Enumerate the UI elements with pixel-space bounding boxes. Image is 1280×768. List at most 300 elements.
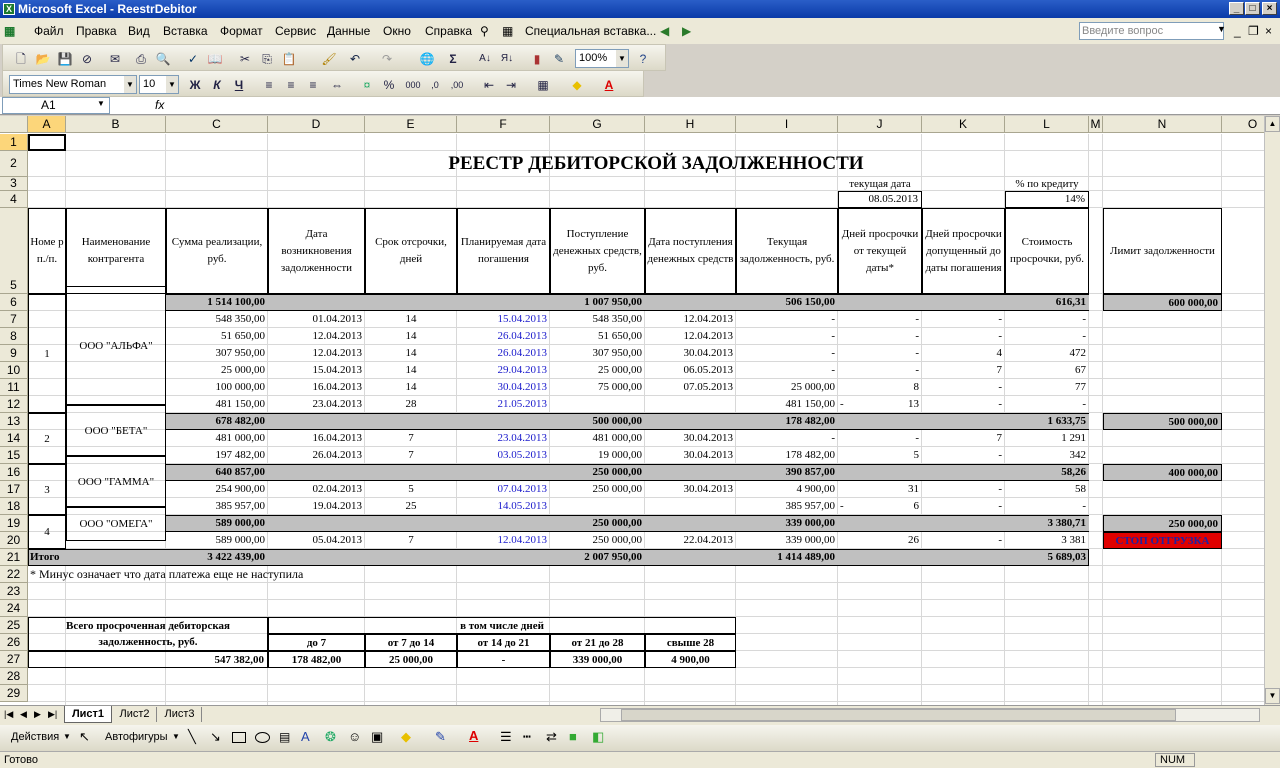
detail-debt-date[interactable]: 23.04.2013 xyxy=(312,398,362,410)
detail-received-date[interactable]: 22.04.2013 xyxy=(683,534,733,546)
detail-sales[interactable]: 589 000,00 xyxy=(215,534,265,546)
row-header-4[interactable]: 4 xyxy=(0,191,28,208)
row-header-26[interactable]: 26 xyxy=(0,634,28,651)
column-header-m[interactable]: M xyxy=(1089,116,1103,133)
detail-sales[interactable]: 100 000,00 xyxy=(215,381,265,393)
forward-arrow-icon[interactable]: ▶ xyxy=(682,24,692,38)
group-sum-sales[interactable]: 589 000,00 xyxy=(215,517,265,529)
bucket-label[interactable]: до 7 xyxy=(268,634,365,651)
footnote[interactable]: * Минус означает что дата платежа еще не наступила xyxy=(30,567,304,581)
cut-icon[interactable]: ✂ xyxy=(239,52,251,66)
row-header-2[interactable]: 2 xyxy=(0,151,28,177)
row-header-3[interactable]: 3 xyxy=(0,177,28,191)
header-j[interactable]: Дней просрочки от текущей даты* xyxy=(838,208,922,294)
header-a[interactable]: Номе р п./п. xyxy=(28,208,66,294)
row-header-19[interactable]: 19 xyxy=(0,515,28,532)
detail-received[interactable] xyxy=(550,396,645,413)
chevron-down-icon[interactable]: ▼ xyxy=(63,732,71,741)
detail-planned-date[interactable]: 14.05.2013 xyxy=(497,500,547,512)
detail-current-debt[interactable]: 385 957,00 xyxy=(785,500,835,512)
detail-sales[interactable]: 197 482,00 xyxy=(215,449,265,461)
total-sales[interactable]: 3 422 439,00 xyxy=(207,551,265,563)
header-b[interactable]: Наименование контрагента xyxy=(66,208,166,294)
bucket-value[interactable]: 25 000,00 xyxy=(365,651,457,668)
detail-overdue-current[interactable]: 8 xyxy=(913,381,919,393)
tab-sheet1[interactable]: Лист1 xyxy=(64,706,112,723)
detail-overdue-planned[interactable]: - xyxy=(998,534,1002,546)
group-name[interactable]: ООО "БЕТА" xyxy=(66,405,166,456)
3d-icon[interactable]: ◧ xyxy=(592,729,605,744)
diagram-icon[interactable]: ❂ xyxy=(325,729,336,744)
row-header-17[interactable]: 17 xyxy=(0,481,28,498)
group-sum-received[interactable]: 500 000,00 xyxy=(592,415,642,427)
detail-penalty[interactable]: - xyxy=(1082,313,1086,325)
align-left-icon[interactable]: ≡ xyxy=(265,78,273,92)
bucket-label[interactable]: от 14 до 21 xyxy=(457,634,550,651)
group-sum-sales[interactable]: 678 482,00 xyxy=(215,415,265,427)
align-right-icon[interactable]: ≡ xyxy=(309,78,317,92)
autoshapes-menu[interactable]: Автофигуры xyxy=(105,731,168,743)
detail-received[interactable]: 481 000,00 xyxy=(592,432,642,444)
sort-asc-icon[interactable]: A↓ xyxy=(479,53,491,64)
chevron-down-icon[interactable]: ▼ xyxy=(172,732,180,741)
header-h[interactable]: Дата поступления денежных средств xyxy=(645,208,736,294)
line-color-icon[interactable]: ✎ xyxy=(435,729,446,744)
font-color-icon[interactable]: A xyxy=(469,728,479,743)
row-header-13[interactable]: 13 xyxy=(0,413,28,430)
detail-deferral[interactable]: 14 xyxy=(405,313,417,325)
detail-debt-date[interactable]: 01.04.2013 xyxy=(312,313,362,325)
menu-view[interactable]: Вид xyxy=(128,24,150,38)
detail-overdue-planned[interactable]: - xyxy=(998,381,1002,393)
menu-insert[interactable]: Вставка xyxy=(163,24,208,38)
ask-question-input[interactable]: Введите вопрос xyxy=(1079,22,1224,40)
new-icon[interactable]: 🗋 xyxy=(16,52,26,66)
detail-debt-date[interactable]: 19.04.2013 xyxy=(312,500,362,512)
detail-penalty[interactable]: 342 xyxy=(1069,449,1086,461)
detail-penalty[interactable]: 1 291 xyxy=(1061,432,1086,444)
scroll-up-icon[interactable]: ▲ xyxy=(1265,116,1280,132)
row-header-6[interactable]: 6 xyxy=(0,294,28,311)
detail-received[interactable]: 75 000,00 xyxy=(598,381,642,393)
copy-icon[interactable]: ⎘ xyxy=(262,52,272,66)
row-header-23[interactable]: 23 xyxy=(0,583,28,600)
grid-icon[interactable]: ▦ xyxy=(502,24,514,38)
detail-current-debt[interactable]: - xyxy=(831,313,835,325)
detail-received-date[interactable]: 30.04.2013 xyxy=(683,347,733,359)
detail-planned-date[interactable]: 26.04.2013 xyxy=(497,347,547,359)
print-preview-icon[interactable]: 🔍 xyxy=(155,52,171,66)
bucket-value[interactable]: 339 000,00 xyxy=(550,651,645,668)
underline-button[interactable]: Ч xyxy=(234,78,244,92)
horizontal-scrollbar[interactable] xyxy=(600,708,1260,722)
print-icon[interactable]: ⎙ xyxy=(136,52,146,66)
total-debt[interactable]: 1 414 489,00 xyxy=(777,551,835,563)
maximize-button[interactable]: □ xyxy=(1245,2,1260,15)
detail-penalty[interactable]: - xyxy=(1082,330,1086,342)
detail-overdue-planned[interactable]: - xyxy=(998,330,1002,342)
detail-deferral[interactable]: 25 xyxy=(405,500,417,512)
detail-penalty[interactable]: - xyxy=(1082,398,1086,410)
column-header-j[interactable]: J xyxy=(838,116,922,133)
column-header-c[interactable]: C xyxy=(166,116,268,133)
detail-received[interactable]: 19 000,00 xyxy=(598,449,642,461)
clipart-icon[interactable]: ☺ xyxy=(348,729,362,744)
currency-icon[interactable]: ¤ xyxy=(363,78,371,92)
detail-penalty[interactable]: 77 xyxy=(1075,381,1086,393)
column-header-d[interactable]: D xyxy=(268,116,365,133)
detail-sales[interactable]: 25 000,00 xyxy=(221,364,265,376)
open-icon[interactable]: 📂 xyxy=(35,52,51,66)
detail-current-debt[interactable]: - xyxy=(831,347,835,359)
menu-tools[interactable]: Сервис xyxy=(275,24,317,38)
dash-style-icon[interactable]: ┅ xyxy=(523,729,531,744)
decrease-indent-icon[interactable]: ⇤ xyxy=(483,78,495,92)
detail-overdue-current[interactable]: 13 xyxy=(908,398,919,410)
spelling-icon[interactable]: ✓ xyxy=(187,52,199,66)
detail-deferral[interactable]: 14 xyxy=(405,381,417,393)
font-size-select[interactable] xyxy=(139,75,179,94)
detail-planned-date[interactable]: 29.04.2013 xyxy=(497,364,547,376)
row-header-21[interactable]: 21 xyxy=(0,549,28,566)
menu-format[interactable]: Формат xyxy=(220,24,263,38)
column-header-b[interactable]: B xyxy=(66,116,166,133)
paste-icon[interactable]: 📋 xyxy=(281,52,297,66)
detail-minus-sign[interactable]: - xyxy=(840,398,844,410)
detail-overdue-planned[interactable]: - xyxy=(998,483,1002,495)
scroll-thumb[interactable] xyxy=(621,709,1176,721)
including-days-label[interactable]: в том числе дней xyxy=(268,617,736,634)
detail-received[interactable]: 548 350,00 xyxy=(592,313,642,325)
borders-icon[interactable]: ▦ xyxy=(537,78,549,92)
close-button[interactable]: × xyxy=(1262,2,1277,15)
column-header-h[interactable]: H xyxy=(645,116,736,133)
bold-button[interactable]: Ж xyxy=(189,78,201,92)
total-penalty[interactable]: 5 689,03 xyxy=(1047,551,1086,563)
column-header-a[interactable]: A xyxy=(28,116,66,133)
group-limit[interactable]: 400 000,00 xyxy=(1103,464,1222,481)
header-n[interactable]: Лимит задолженности xyxy=(1103,208,1222,294)
group-sum-sales[interactable]: 640 857,00 xyxy=(215,466,265,478)
row-header-14[interactable]: 14 xyxy=(0,430,28,447)
detail-planned-date[interactable]: 26.04.2013 xyxy=(497,330,547,342)
row-header-8[interactable]: 8 xyxy=(0,328,28,345)
detail-received[interactable]: 25 000,00 xyxy=(598,364,642,376)
totals-label[interactable]: Итого xyxy=(30,551,60,563)
increase-decimal-icon[interactable]: ,0 xyxy=(431,80,439,90)
detail-received-date[interactable] xyxy=(645,498,736,515)
group-name[interactable]: ООО "ОМЕГА" xyxy=(66,507,166,541)
header-k[interactable]: Дней просрочки допущенный до даты погашения xyxy=(922,208,1005,294)
group-sum-penalty[interactable]: 1 633,75 xyxy=(1047,415,1086,427)
detail-penalty[interactable]: - xyxy=(1082,500,1086,512)
current-date-value[interactable]: 08.05.2013 xyxy=(838,191,922,208)
bucket-label[interactable]: от 21 до 28 xyxy=(550,634,645,651)
row-header-7[interactable]: 7 xyxy=(0,311,28,328)
header-i[interactable]: Текущая задолженность, руб. xyxy=(736,208,838,294)
detail-sales[interactable]: 481 150,00 xyxy=(215,398,265,410)
italic-button[interactable]: К xyxy=(213,78,221,92)
decrease-decimal-icon[interactable]: ,00 xyxy=(450,80,464,90)
detail-overdue-current[interactable]: - xyxy=(915,364,919,376)
wordart-icon[interactable]: A xyxy=(301,729,310,744)
detail-received[interactable]: 250 000,00 xyxy=(592,534,642,546)
header-l[interactable]: Стоимость просрочки, руб. xyxy=(1005,208,1089,294)
detail-overdue-current[interactable]: - xyxy=(915,330,919,342)
detail-overdue-current[interactable]: - xyxy=(915,313,919,325)
total-received[interactable]: 2 007 950,00 xyxy=(584,551,642,563)
select-all-corner[interactable] xyxy=(0,116,28,133)
rectangle-icon[interactable] xyxy=(232,732,246,743)
detail-overdue-current[interactable]: 26 xyxy=(908,534,919,546)
detail-debt-date[interactable]: 26.04.2013 xyxy=(312,449,362,461)
detail-sales[interactable]: 51 650,00 xyxy=(221,330,265,342)
group-limit[interactable]: 500 000,00 xyxy=(1103,413,1222,430)
menu-edit[interactable]: Правка xyxy=(76,24,117,38)
column-header-n[interactable]: N xyxy=(1103,116,1222,133)
group-number[interactable]: 4 xyxy=(28,515,66,549)
detail-current-debt[interactable]: 481 150,00 xyxy=(785,398,835,410)
vertical-scrollbar[interactable] xyxy=(1264,116,1280,705)
group-sum-debt[interactable]: 390 857,00 xyxy=(785,466,835,478)
minimize-button[interactable]: _ xyxy=(1229,2,1244,15)
detail-sales[interactable]: 481 000,00 xyxy=(215,432,265,444)
row-header-24[interactable]: 24 xyxy=(0,600,28,617)
group-number[interactable]: 3 xyxy=(28,464,66,515)
menu-file[interactable]: Файл xyxy=(34,24,64,38)
arrow-style-icon[interactable]: ⇄ xyxy=(546,729,557,744)
research-icon[interactable]: 📖 xyxy=(207,52,223,66)
tab-sheet2[interactable]: Лист2 xyxy=(113,707,157,722)
detail-minus-sign[interactable]: - xyxy=(840,500,844,512)
fill-color-icon[interactable]: ◆ xyxy=(401,729,411,744)
hyperlink-icon[interactable]: 🌐 xyxy=(419,52,435,66)
group-sum-sales[interactable]: 1 514 100,00 xyxy=(207,296,265,308)
detail-overdue-current[interactable]: - xyxy=(915,432,919,444)
column-header-o[interactable]: O xyxy=(1222,116,1264,133)
row-header-28[interactable]: 28 xyxy=(0,668,28,685)
credit-label[interactable]: % по кредиту xyxy=(1015,178,1079,190)
detail-overdue-planned[interactable]: - xyxy=(998,449,1002,461)
current-date-label[interactable]: текущая дата xyxy=(849,178,911,190)
detail-current-debt[interactable]: 178 482,00 xyxy=(785,449,835,461)
group-number[interactable]: 2 xyxy=(28,413,66,464)
bucket-label[interactable]: от 7 до 14 xyxy=(365,634,457,651)
detail-planned-date[interactable]: 21.05.2013 xyxy=(497,398,547,410)
back-arrow-icon[interactable]: ◀ xyxy=(660,24,670,38)
row-header-20[interactable]: 20 xyxy=(0,532,28,549)
group-sum-debt[interactable]: 339 000,00 xyxy=(785,517,835,529)
detail-received-date[interactable]: 06.05.2013 xyxy=(683,364,733,376)
menu-window[interactable]: Окно xyxy=(383,24,411,38)
group-sum-penalty[interactable]: 616,31 xyxy=(1055,296,1086,308)
overdue-total-label[interactable]: Всего просроченная дебиторская задолженность, руб. xyxy=(28,617,268,651)
detail-penalty[interactable]: 472 xyxy=(1069,347,1086,359)
row-header-15[interactable]: 15 xyxy=(0,447,28,464)
bucket-value[interactable]: 178 482,00 xyxy=(268,651,365,668)
drawing-icon[interactable]: ✎ xyxy=(553,52,565,66)
detail-deferral[interactable]: 7 xyxy=(408,432,414,444)
detail-penalty[interactable]: 3 381 xyxy=(1061,534,1086,546)
row-header-22[interactable]: 22 xyxy=(0,566,28,583)
increase-indent-icon[interactable]: ⇥ xyxy=(505,78,517,92)
oval-icon[interactable] xyxy=(255,732,270,743)
detail-planned-date[interactable]: 03.05.2013 xyxy=(497,449,547,461)
detail-overdue-current[interactable]: 5 xyxy=(913,449,919,461)
format-painter-icon[interactable]: 🖌 xyxy=(321,52,337,66)
menu-help[interactable]: Справка xyxy=(425,24,473,38)
binoculars-icon[interactable]: ⚲ xyxy=(480,24,489,38)
group-sum-debt[interactable]: 506 150,00 xyxy=(785,296,835,308)
detail-received-date[interactable]: 30.04.2013 xyxy=(683,449,733,461)
detail-deferral[interactable]: 7 xyxy=(408,534,414,546)
detail-debt-date[interactable]: 16.04.2013 xyxy=(312,432,362,444)
textbox-icon[interactable]: ▤ xyxy=(279,730,291,744)
ask-dropdown-icon[interactable]: ▼ xyxy=(1217,24,1226,34)
detail-sales[interactable]: 385 957,00 xyxy=(215,500,265,512)
detail-overdue-planned[interactable]: 7 xyxy=(996,364,1002,376)
doc-minimize-button[interactable]: _ xyxy=(1234,24,1241,38)
detail-current-debt[interactable]: - xyxy=(831,432,835,444)
detail-planned-date[interactable]: 30.04.2013 xyxy=(497,381,547,393)
tab-sheet3[interactable]: Лист3 xyxy=(158,707,202,722)
column-header-g[interactable]: G xyxy=(550,116,645,133)
save-icon[interactable]: 💾 xyxy=(57,52,73,66)
chart-wizard-icon[interactable]: ▮ xyxy=(533,52,541,66)
formula-input[interactable] xyxy=(170,97,1278,114)
row-header-29[interactable]: 29 xyxy=(0,685,28,702)
prev-sheet-icon[interactable]: ◀ xyxy=(20,709,27,719)
detail-debt-date[interactable]: 02.04.2013 xyxy=(312,483,362,495)
header-e[interactable]: Срок отсрочки, дней xyxy=(365,208,457,294)
detail-current-debt[interactable]: 4 900,00 xyxy=(796,483,835,495)
undo-icon[interactable]: ↶ xyxy=(349,52,361,66)
chevron-down-icon[interactable]: ▼ xyxy=(97,99,105,108)
row-header-1[interactable]: 1 xyxy=(0,134,28,151)
row-header-9[interactable]: 9 xyxy=(0,345,28,362)
detail-overdue-planned[interactable]: 4 xyxy=(996,347,1002,359)
column-header-f[interactable]: F xyxy=(457,116,550,133)
font-color-icon[interactable]: A xyxy=(604,78,614,92)
detail-deferral[interactable]: 14 xyxy=(405,330,417,342)
function-icon[interactable]: fx xyxy=(155,98,165,112)
bucket-label[interactable]: свыше 28 xyxy=(645,634,736,651)
detail-current-debt[interactable]: - xyxy=(831,330,835,342)
merge-center-icon[interactable]: ⇔ xyxy=(331,78,343,92)
detail-received-date[interactable]: 07.05.2013 xyxy=(683,381,733,393)
detail-current-debt[interactable]: - xyxy=(831,364,835,376)
name-box[interactable]: A1 xyxy=(2,97,110,114)
header-d[interactable]: Дата возникновения задолженности xyxy=(268,208,365,294)
detail-sales[interactable]: 548 350,00 xyxy=(215,313,265,325)
detail-overdue-current[interactable]: 31 xyxy=(908,483,919,495)
detail-debt-date[interactable]: 16.04.2013 xyxy=(312,381,362,393)
stop-shipment-badge[interactable]: СТОП ОТГРУЗКА xyxy=(1103,532,1222,549)
scroll-down-icon[interactable]: ▼ xyxy=(1265,688,1280,704)
detail-planned-date[interactable]: 15.04.2013 xyxy=(497,313,547,325)
detail-deferral[interactable]: 14 xyxy=(405,347,417,359)
detail-overdue-planned[interactable]: - xyxy=(998,398,1002,410)
detail-received[interactable]: 51 650,00 xyxy=(598,330,642,342)
doc-close-button[interactable]: × xyxy=(1265,24,1273,38)
group-number[interactable]: 1 xyxy=(28,294,66,413)
detail-planned-date[interactable]: 23.04.2013 xyxy=(497,432,547,444)
detail-current-debt[interactable]: 339 000,00 xyxy=(785,534,835,546)
group-sum-penalty[interactable]: 3 380,71 xyxy=(1047,517,1086,529)
detail-deferral[interactable]: 28 xyxy=(405,398,417,410)
group-sum-debt[interactable]: 178 482,00 xyxy=(785,415,835,427)
group-limit[interactable]: 600 000,00 xyxy=(1103,294,1222,311)
picture-icon[interactable]: ▣ xyxy=(371,729,384,744)
column-header-k[interactable]: K xyxy=(922,116,1005,133)
detail-current-debt[interactable]: 25 000,00 xyxy=(791,381,835,393)
group-limit[interactable]: 250 000,00 xyxy=(1103,515,1222,532)
line-style-icon[interactable]: ☰ xyxy=(500,729,512,744)
doc-icon[interactable]: ▦ xyxy=(4,24,16,38)
column-header-e[interactable]: E xyxy=(365,116,457,133)
spreadsheet-grid[interactable] xyxy=(0,116,1264,705)
detail-received[interactable] xyxy=(550,498,645,515)
last-sheet-icon[interactable]: ▶| xyxy=(48,709,58,719)
row-header-11[interactable]: 11 xyxy=(0,379,28,396)
detail-deferral[interactable]: 5 xyxy=(408,483,414,495)
first-sheet-icon[interactable]: |◀ xyxy=(4,709,14,719)
detail-planned-date[interactable]: 07.04.2013 xyxy=(497,483,547,495)
percent-icon[interactable]: % xyxy=(383,78,395,92)
detail-sales[interactable]: 307 950,00 xyxy=(215,347,265,359)
row-header-5[interactable]: 5 xyxy=(0,208,28,294)
redo-icon[interactable]: ↷ xyxy=(381,52,393,66)
next-sheet-icon[interactable]: ▶ xyxy=(34,709,41,719)
group-name[interactable]: ООО "АЛЬФА" xyxy=(66,286,166,405)
detail-overdue-planned[interactable]: - xyxy=(998,500,1002,512)
header-f[interactable]: Планируемая дата погашения xyxy=(457,208,550,294)
detail-sales[interactable]: 254 900,00 xyxy=(215,483,265,495)
selected-cell-a1[interactable] xyxy=(28,134,66,151)
detail-overdue-current[interactable]: 6 xyxy=(913,500,919,512)
detail-debt-date[interactable]: 15.04.2013 xyxy=(312,364,362,376)
detail-debt-date[interactable]: 12.04.2013 xyxy=(312,347,362,359)
row-header-12[interactable]: 12 xyxy=(0,396,28,413)
column-header-i[interactable]: I xyxy=(736,116,838,133)
zoom-select[interactable] xyxy=(575,49,629,68)
group-sum-penalty[interactable]: 58,26 xyxy=(1061,466,1086,478)
line-icon[interactable]: ╲ xyxy=(188,729,196,744)
permission-icon[interactable]: ⊘ xyxy=(81,52,93,66)
row-header-10[interactable]: 10 xyxy=(0,362,28,379)
font-name-select[interactable] xyxy=(9,75,137,94)
detail-overdue-planned[interactable]: - xyxy=(998,313,1002,325)
actions-menu[interactable]: Действия xyxy=(11,731,60,743)
bucket-value[interactable]: 4 900,00 xyxy=(645,651,736,668)
detail-received[interactable]: 250 000,00 xyxy=(592,483,642,495)
help-icon[interactable]: ? xyxy=(639,52,647,66)
detail-penalty[interactable]: 67 xyxy=(1075,364,1086,376)
sort-desc-icon[interactable]: Я↓ xyxy=(500,53,514,64)
detail-received-date[interactable]: 30.04.2013 xyxy=(683,432,733,444)
detail-debt-date[interactable]: 05.04.2013 xyxy=(312,534,362,546)
detail-received-date[interactable]: 30.04.2013 xyxy=(683,483,733,495)
autosum-icon[interactable]: Σ xyxy=(449,52,457,66)
column-header-l[interactable]: L xyxy=(1005,116,1089,133)
header-c[interactable]: Сумма реализации, руб. xyxy=(166,208,268,294)
detail-debt-date[interactable]: 12.04.2013 xyxy=(312,330,362,342)
row-header-25[interactable]: 25 xyxy=(0,617,28,634)
detail-planned-date[interactable]: 12.04.2013 xyxy=(497,534,547,546)
credit-value[interactable]: 14% xyxy=(1005,191,1089,208)
detail-penalty[interactable]: 58 xyxy=(1075,483,1086,495)
menu-paste-special[interactable]: Специальная вставка... xyxy=(525,24,657,38)
